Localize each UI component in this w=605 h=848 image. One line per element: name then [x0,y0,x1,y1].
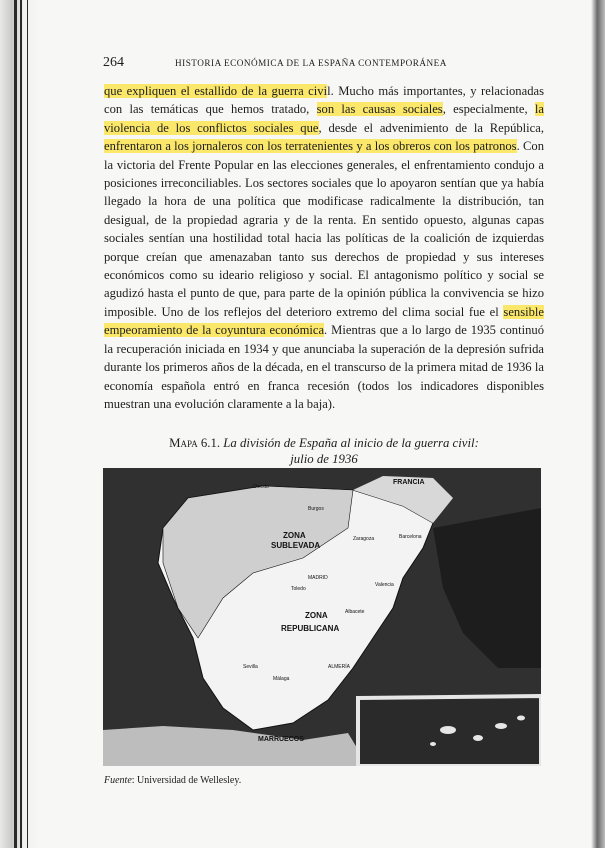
label-zona-republicana-1: ZONA [305,611,328,620]
label-marruecos: MARRUECOS [258,736,304,743]
running-title: HISTORIA ECONÓMICA DE LA ESPAÑA CONTEMPORÁNEA [175,58,447,68]
canary-island [473,735,483,741]
text-run: , desde el advenimiento de la República, [318,120,544,135]
highlight: que expliquen el estallido de la guerra civi [104,84,328,98]
figure-title-line1: La división de España al inicio de la guerra civil: [223,436,479,450]
label-francia: FRANCIA [393,479,425,486]
map-svg [103,468,541,766]
city-malaga: Málaga [273,676,290,682]
city-toledo: Toledo [291,586,306,592]
city-burgos: Burgos [308,506,324,512]
label-zona-sublevada-1: ZONA [283,531,306,540]
binding-line [14,0,17,848]
city-barcelona: Barcelona [399,534,422,540]
page-number: 264 [103,55,124,70]
city-zaragoza: Zaragoza [353,536,375,542]
city-oviedo: Oviedo [253,484,269,490]
binding-line [20,0,22,848]
city-almeria: ALMERÍA [328,664,350,670]
city-madrid: MADRID [308,575,328,581]
text-run: l. Mucho más importantes, y relacionadas con las temáticas que hemos tratado, [104,84,544,117]
figure-title-line2: julio de 1936 [290,452,358,466]
page-right-edge-shadow [591,0,605,848]
highlight: enfrentaron a los jornaleros con los terratenientes y a los obreros con los patronos [104,139,517,154]
highlight: sensible empeoramiento de la coyuntura económica [104,304,544,338]
text-run: . Mientras que a lo largo de 1935 continuó la recuperación iniciada en 1934 y que anunciaba la superación de la depresión sufrida durante los primeros años de la década, en el transcurso de la primera mitad de 1936 la economía española entró en franca recesión (todos los indicadores disponibles muestran una evolución claramente a la baja). [104,323,544,411]
highlight: la violencia de los conflictos sociales que [104,102,544,135]
map-figure [103,468,541,766]
label-zona-sublevada-2: SUBLEVADA [271,541,321,550]
city-sevilla: Sevilla [243,664,258,670]
text-run: . Con la victoria del Frente Popular en las elecciones generales, el enfrentamiento condujo a posiciones irreconciliables. Los sectores sociales que lo apoyaron sentían que ya había llegado la hora de una política que modificase radicalmente la distribución, tan desigual, de la propiedad agraria y de la renta. En sentido opuesto, algunas capas sociales sentían una hostilidad total hacia las políticas de la coalición de izquierdas porque creían que amenazaban tanto sus derechos de propiedad y sus intereses económicos como su ideario religioso y social. El antagonismo político y social se agudizó hasta el punto de que, para parte de la opinión pública la convivencia se hizo imposible. Uno de los reflejos del deterioro extremo del clima social fue el [104,139,544,319]
canary-island [517,716,525,721]
city-albacete: Albacete [345,609,365,615]
page-header [103,55,533,73]
label-zona-republicana-2: REPUBLICANA [281,624,340,633]
figure-label: Mapa 6.1. [169,436,221,450]
source-label: Fuente [104,775,132,786]
city-valencia: Valencia [375,582,394,588]
body-text [104,82,544,413]
figure-caption [104,435,544,467]
source-text: : Universidad de Wellesley. [131,775,242,786]
highlight: son las causas sociales [316,102,443,117]
binding-line [27,0,28,848]
figure-source [104,775,241,786]
canary-island [495,723,507,729]
canary-island [440,726,456,734]
text-run: , especialmente, [442,102,535,117]
canary-island [430,742,436,746]
